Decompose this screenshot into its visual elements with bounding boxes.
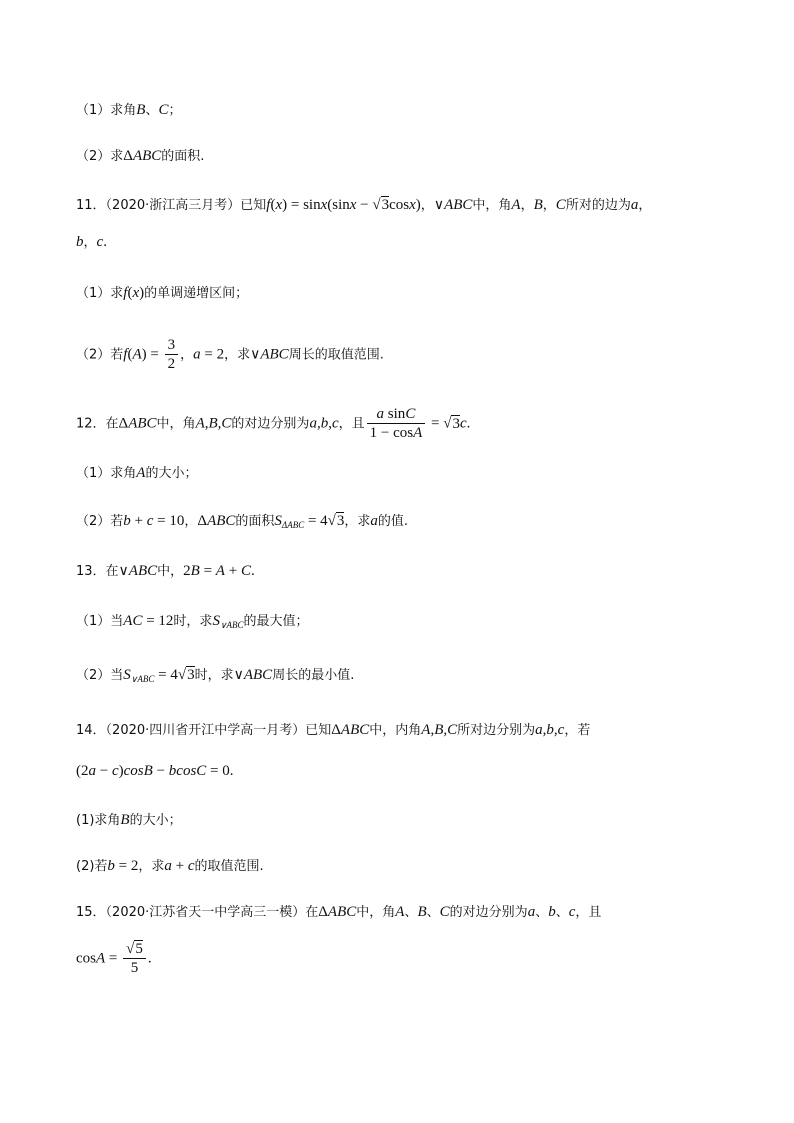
- question-11-part2: （2）若f(A) = $\frac{3}{2}$ ，a = 2，求∨ABC周长的取值范围.: [76, 337, 384, 372]
- question-14-equation: (2a − c)cosB − bcosC = 0.: [76, 763, 234, 779]
- question-12-stem: 12．在ΔABC中，角A,B,C的对边分别为a,b,c，且 $\frac{\text{a sinC}}{1 - \cos A}$ = √3c.: [76, 406, 471, 441]
- question-13-stem: 13．在∨ABC中，2B = A + C.: [76, 563, 255, 579]
- question-11-stem-cont: b，c.: [76, 234, 107, 250]
- question-12-part2: （2）若b + c = 10，ΔABC的面积$S_{\Delta ABC} = 4√3$，求a的值.: [76, 513, 409, 530]
- question-12-part1: （1）求角A的大小；: [76, 465, 198, 481]
- line-part1-angles: （1）求角B、C；: [76, 102, 182, 118]
- question-15-condition: cosA = $\frac{√5}{5}$ .: [76, 941, 152, 976]
- question-14-stem: 14．（2020·四川省开江中学高一月考）已知ΔABC中，内角A,B,C所对边分别为a,b,c，若: [76, 722, 591, 738]
- question-11-part1: （1）求f(x)的单调递增区间；: [76, 285, 249, 301]
- question-14-part1: (1)求角B的大小；: [76, 812, 182, 828]
- question-15-stem: 15．（2020·江苏省天一中学高三一模）在ΔABC中，角A、B、C的对边分别为a、b、c，且: [76, 904, 602, 920]
- question-13-part1: （1）当AC = 12时，求$S_{\vee ABC}$的最大值；: [76, 613, 309, 630]
- question-14-part2: (2)若b = 2，求a + c的取值范围.: [76, 858, 264, 874]
- question-13-part2: （2）当$S_{\vee ABC} = 4√3$时，求∨ABC周长的最小值.: [76, 667, 355, 684]
- line-part2-area: （2）求ΔABC的面积.: [76, 148, 205, 164]
- question-11-stem: 11．（2020·浙江高三月考）已知f(x) = sinx(sinx − √3cosx)，∨ABC中，角A，B，C所对的边为a，: [76, 197, 652, 213]
